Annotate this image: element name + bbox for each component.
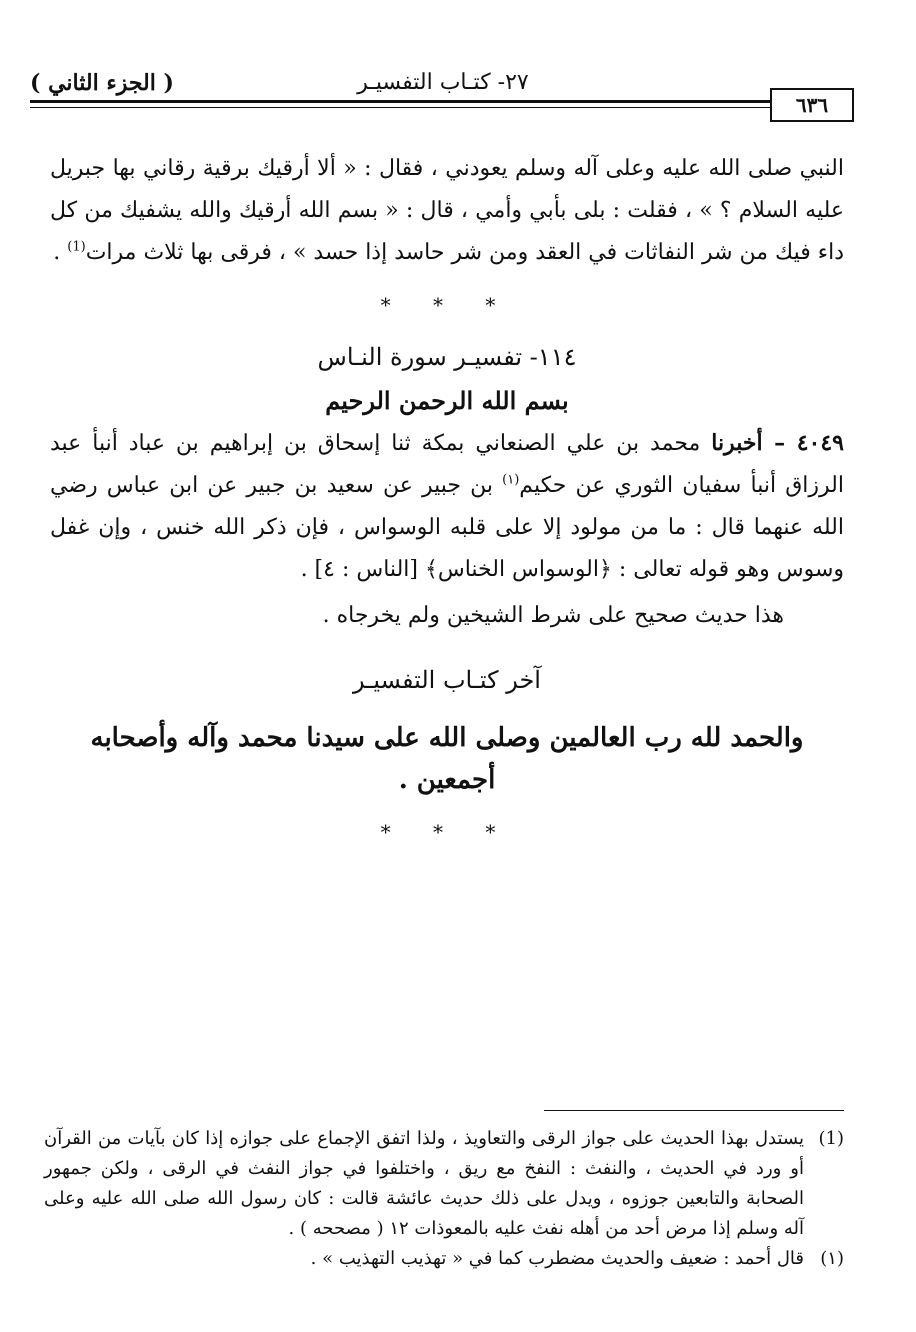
- chapter-title: ٢٧- كتـاب التفسيـر: [357, 70, 529, 95]
- hadith-number: ٤٠٤٩ – أخبرنا: [711, 430, 844, 456]
- paragraph-end: .: [53, 240, 68, 265]
- main-text: [50, 148, 844, 863]
- footnotes: [44, 1124, 844, 1274]
- footnote: [44, 1244, 844, 1274]
- section-separator: * * *: [380, 820, 514, 844]
- paragraph-continuation: [50, 148, 844, 274]
- closing-praise: والحمد لله رب العالمين وصلى الله على سيدنا محمد وآله وأصحابه أجمعين .: [90, 723, 804, 795]
- volume-label: ( الجزء الثاني ): [30, 70, 174, 96]
- header-rule: [30, 100, 826, 108]
- footnote-mark: (1): [818, 1128, 844, 1149]
- book-end-heading: آخر كتـاب التفسيـر: [353, 666, 541, 694]
- hadith-chain: محمد بن علي الصنعاني بمكة ثنا إسحاق بن إبراهيم بن عباد أنبأ عبد الرزاق أنبأ سفيان الثوري عن حكيم: [50, 431, 844, 498]
- surah-heading: ١١٤- تفسيـر سورة النـاس: [317, 343, 577, 371]
- page-number: ٦٣٦: [770, 88, 854, 122]
- hadith-text: بن جبير عن سعيد بن جبير عن ابن عباس رضي الله عنهما قال : ما من مولود إلا على قلبه الوسواس ، فإن ذكر الله خنس ، وإن غفل وسوس وهو قوله تعالى : ﴿الوسواس الخناس﴾ [الناس : ٤] .: [50, 473, 844, 582]
- footnote-mark: (١): [820, 1248, 844, 1269]
- footnote: [44, 1124, 844, 1244]
- hadith-verdict: هذا حديث صحيح على شرط الشيخين ولم يخرجاه .: [322, 603, 784, 628]
- footnote-ref: (1): [67, 239, 86, 255]
- footnote-text: قال أحمد : ضعيف والحديث مضطرب كما في « تهذيب التهذيب » .: [310, 1248, 804, 1269]
- paragraph-text: النبي صلى الله عليه وعلى آله وسلم يعودني ، فقال : « ألا أرقيك برقية رقاني بها جبريل عليه السلام ؟ » ، فقلت : بلى بأبي وأمي ، قال : « بسم الله أرقيك والله يشفيك من كل داء فيك من شر النفاثات في العقد ومن شر حاسد إذا حسد » ، فرقى بها ثلاث مرات: [50, 156, 844, 265]
- running-header: [30, 66, 856, 100]
- hadith-paragraph: [50, 422, 844, 591]
- footnote-ref: (١): [502, 472, 520, 488]
- footnote-text: يستدل بهذا الحديث على جواز الرقى والتعاويذ ، ولذا اتفق الإجماع على جوازه إذا كان بآيات من القرآن أو ورد في الحديث ، والنفث : النفخ مع ريق ، واختلفوا في جواز النفث في الرقى ، ولكن جمهور الصحابة والتابعين جوزوه ، ويدل على ذلك حديث عائشة قالت : كان رسول الله صلى الله عليه وعلى آله وسلم إذا مرض أحد من أهله نفث عليه بالمعوذات ١٢ ( مصححه ) .: [44, 1128, 804, 1239]
- basmala: بسم الله الرحمن الرحيم: [325, 386, 569, 415]
- footnote-rule: [544, 1110, 844, 1111]
- section-separator: * * *: [380, 293, 514, 317]
